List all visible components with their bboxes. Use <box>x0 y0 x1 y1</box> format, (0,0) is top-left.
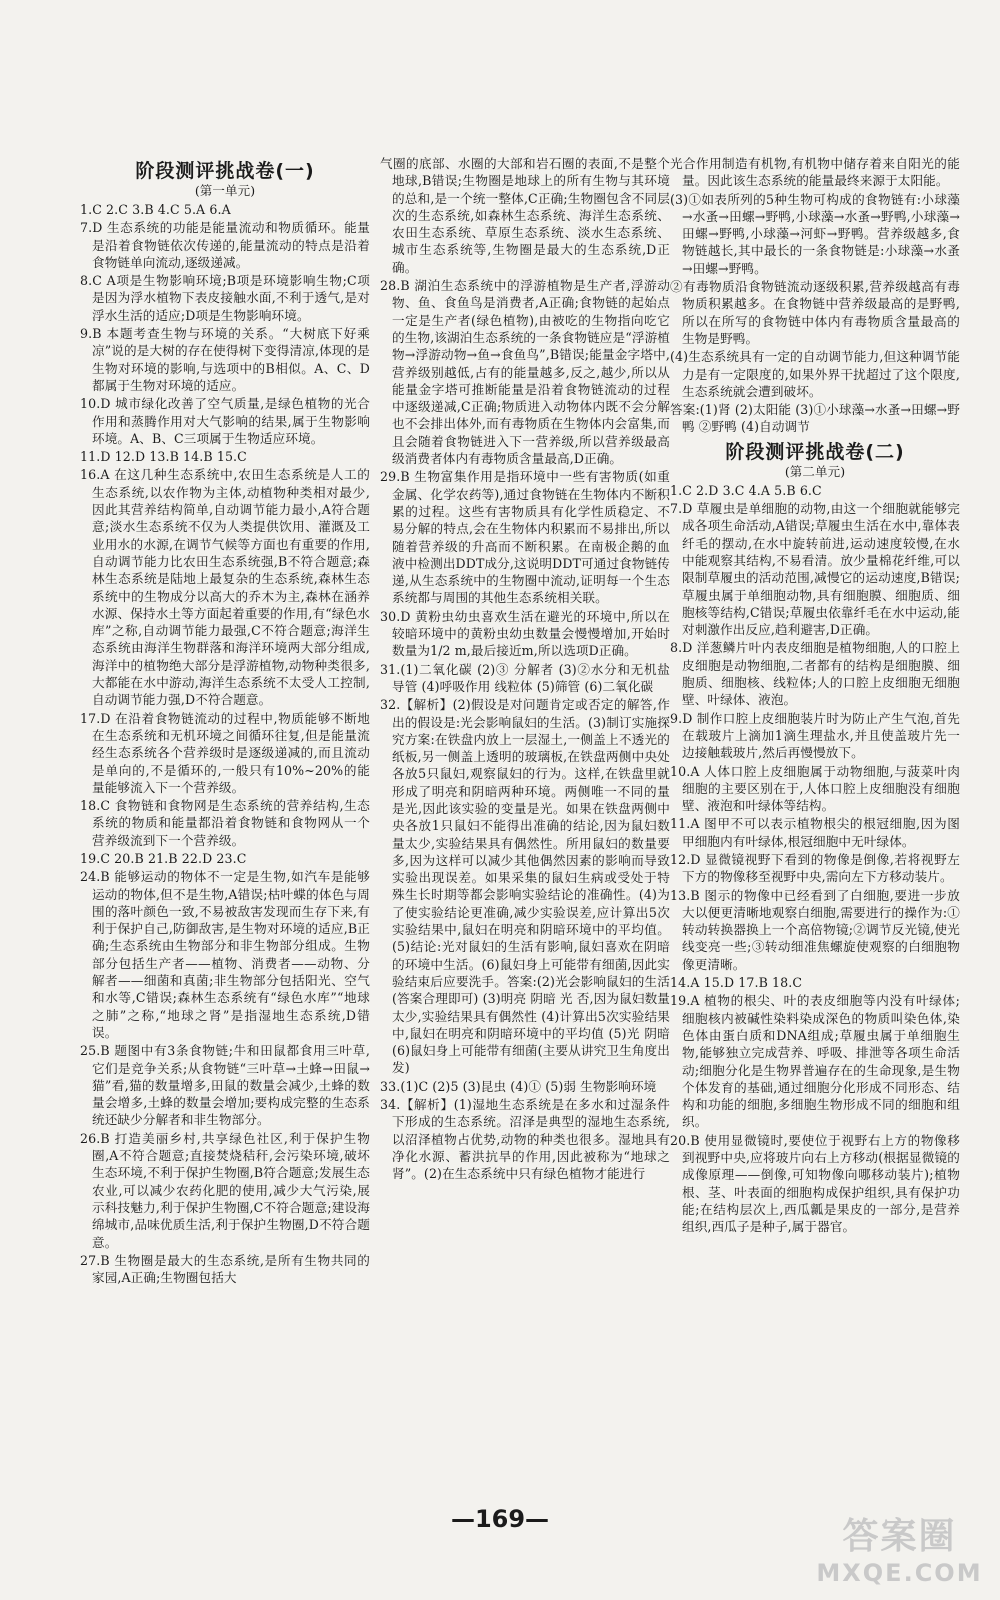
column-left <box>80 155 370 1287</box>
answer-item: 11.D 12.D 13.B 14.B 15.C <box>80 449 247 465</box>
answer-item: 8.D 洋葱鳞片叶内表皮细胞是植物细胞,人的口腔上皮细胞是动物细胞,二者都有的结构是细胞膜、细胞质、细胞核、线粒体;人的口腔上皮细胞无细胞壁、叶绿体、液泡。 <box>670 640 960 708</box>
answer-item: 答案:(1)肾 (2)太阳能 (3)①小球藻→水蚤→田螺→野鸭 ②野鸭 (4)自动调节 <box>670 402 960 435</box>
answer-item: 34.【解析】(1)湿地生态系统是在多水和过湿条件下形成的生态系统。沼泽是典型的湿地生态系统,以沼泽植物占优势,动物的种类也很多。湿地具有净化水源、蓄洪抗旱的作用,因此被称为“地球之肾”。(2)在生态系统中只有绿色植物才能进行 <box>380 1097 670 1182</box>
answer-item: 7.D 草履虫是单细胞的动物,由这一个细胞就能够完成各项生命活动,A错误;草履虫生活在水中,靠体表纤毛的摆动,在水中旋转前进,运动速度较慢,在水中能观察其结构,不易看清。放少量棉花纤维,可以限制草履虫的活动范围,减慢它的运动速度,B错误;草履虫属于单细胞动物,具有细胞膜、细胞质、细胞核等结构,C错误;草履虫依靠纤毛在水中运动,能对刺激作出反应,趋利避害,D正确。 <box>670 501 960 638</box>
section-title: 阶段测评挑战卷(二) <box>725 440 905 463</box>
answer-item: 1.C 2.D 3.C 4.A 5.B 6.C <box>670 482 822 498</box>
answer-item: 9.D 制作口腔上皮细胞装片时为防止产生气泡,首先在载玻片上滴加1滴生理盐水,并且使盖玻片先一边接触载玻片,然后再慢慢放下。 <box>670 710 960 761</box>
answer-item: 26.B 打造美丽乡村,共享绿色社区,利于保护生物圈,A不符合题意;直接焚烧秸秆,会污染环境,破坏生态环境,不利于保护生物圈,B符合题意;发展生态农业,可以减少农药化肥的使用,减少大气污染,展示科技魅力,利于保护生物圈,C不符合题意;建设海绵城市,品味优质生活,利于保护生物圈,D不符合题意。 <box>80 1130 370 1250</box>
answer-item: 28.B 湖泊生态系统中的浮游植物是生产者,浮游动物、鱼、食鱼鸟是消费者,A正确;食物链的起始点一定是生产者(绿色植物),由被吃的生物指向吃它的生物,该湖泊生态系统的一条食物链应是“浮游植物→浮游动物→鱼→食鱼鸟”,B错误;能量金字塔中,营养级别越低,占有的能量越多,反之,越少,所以从能量金字塔可推断能量是沿着食物链流动的过程中逐级递减,C正确;物质进入动物体内既不会分解也不会排出体外,而有毒物质在生物体内会富集,而且会随着食物链进入下一营养级,所以营养级最高级消费者体内有毒物质含量最高,D正确。 <box>380 278 670 467</box>
answer-item: 19.A 植物的根尖、叶的表皮细胞等内没有叶绿体;细胞核内被碱性染料染成深色的物质叫染色体,染色体由蛋白质和DNA组成;草履虫属于单细胞生物,能够独立完成营养、呼吸、排泄等各项生命活动;细胞分化是生物界普遍存在的生命现象,是生物个体发育的基础,通过细胞分化形成不同形态、结构和功能的细胞,多细胞生物形成不同的细胞和组织。 <box>670 993 960 1130</box>
answer-item: 7.D 生态系统的功能是能量流动和物质循环。能量是沿着食物链依次传递的,能量流动的特点是沿着食物链单向流动,逐级递减。 <box>80 220 370 270</box>
column-middle <box>380 155 670 1184</box>
watermark-text: 答案圈 <box>842 1516 957 1557</box>
answer-item: 1.C 2.C 3.B 4.C 5.A 6.A <box>80 202 231 217</box>
answer-list <box>80 201 370 1286</box>
answer-item: 8.C A项是生物影响环境;B项是环境影响生物;C项是因为浮水植物下表皮接触水面,不利于透气,是对浮水生活的适应;D项是生物影响环境。 <box>80 273 370 323</box>
section-title: 阶段测评挑战卷(一) <box>135 160 315 182</box>
section-subtitle: (第一单元) <box>194 183 256 198</box>
answer-item: 10.A 人体口腔上皮细胞属于动物细胞,与菠菜叶肉细胞的主要区别在于,人体口腔上皮细胞没有细胞壁、液泡和叶绿体等结构。 <box>670 763 960 814</box>
answer-item: 29.B 生物富集作用是指环境中一些有害物质(如重金属、化学农药等),通过食物链在生物体内不断积累的过程。这些有害物质具有化学性质稳定、不易分解的特点,会在生物体内积累而不易排出,所以随着营养级的升高而不断积累。在南极企鹅的血液中检测出DDT成分,这说明DDT可通过食物链传递,从生态系统中的生物圈中流动,证明每一个生态系统都与周围的其他生态系统相关联。 <box>380 469 670 606</box>
answer-item: 31.(1)二氧化碳 (2)③ 分解者 (3)②水分和无机盐 导管 (4)呼吸作用 线粒体 (5)筛管 (6)二氧化碳 <box>380 661 670 694</box>
answer-item: (4)生态系统具有一定的自动调节能力,但这种调节能力是有一定限度的,如果外界干扰超过了这个限度,生态系统就会遭到破坏。 <box>670 349 960 399</box>
answer-item: 18.C 食物链和食物网是生态系统的营养结构,生态系统的物质和能量都沿着食物链和食物网从一个营养级流到下一个营养级。 <box>80 798 370 848</box>
page-number: —169— <box>450 1505 550 1533</box>
answer-item: 10.D 城市绿化改善了空气质量,是绿色植物的光合作用和蒸腾作用对大气影响的结果,属于生物影响环境。A、B、C三项属于生物适应环境。 <box>80 396 370 446</box>
answer-item: ②有毒物质沿食物链流动逐级积累,营养级越高有毒物质积累越多。在食物链中营养级最高的是野鸭,所以在所写的食物链中体内有毒物质含量最高的生物是野鸭。 <box>670 279 960 346</box>
answer-list <box>380 155 670 1183</box>
answer-item: 11.A 图甲不可以表示植物根尖的根冠细胞,因为图甲细胞内有叶绿体,根冠细胞中无叶绿体。 <box>670 816 960 849</box>
watermark-logo <box>812 1515 987 1595</box>
answer-item: 24.B 能够运动的物体不一定是生物,如汽车是能够运动的物体,但不是生物,A错误;枯叶蝶的体色与周围的落叶颜色一致,不易被敌害发现而生存下来,有利于保护自己,防御敌害,是生物对环境的适应,B正确;生态系统由生物部分和非生物部分组成。生物部分包括生产者——植物、消费者——动物、分解者——细菌和真菌;非生物部分包括阳光、空气和水等,C错误;森林生态系统有“绿色水库”“地球之肺”之称,“地球之肾”是指湿地生态系统,D错误。 <box>80 869 370 1040</box>
answer-list <box>670 482 960 1236</box>
answer-item: 25.B 题图中有3条食物链;牛和田鼠都食用三叶草,它们是竞争关系;从食物链“三叶草→土蜂→田鼠→猫”看,猫的数量增多,田鼠的数量会减少,土蜂的数量会增多,土蜂的数量会增加;要构成完整的生态系统还缺少分解者和非生物部分。 <box>80 1043 370 1128</box>
answer-item: 9.B 本题考查生物与环境的关系。“大树底下好乘凉”说的是大树的存在使得树下变得清凉,体现的是生物对环境的影响,与选项中的B相似。A、C、D都属于生物对环境的适应。 <box>80 326 370 393</box>
answer-item: 16.A 在这几种生态系统中,农田生态系统是人工的生态系统,以农作物为主体,动植物种类相对最少,因此其营养结构简单,自动调节能力最小,A符合题意;淡水生态系统不仅为人类提供饮用、灌溉及工业用水的水源,在调节气候等方面也有重要的作用,自动调节能力比农田生态系统强,B不符合题意;森林生态系统是陆地上最复杂的生态系统,森林生态系统中的生物成分以高大的乔木为主,森林在涵养水源、保持水土等方面起着重要的作用,有“绿色水库”之称,自动调节能力最强,C不符合题意;海洋生态系统由海洋生物群落和海洋环境两大部分组成,海洋中的植物绝大部分是浮游植物,动物种类很多,大都能在水中游动,海洋生态系统不太受人工控制,自动调节能力强,D不符合题意。 <box>80 467 370 708</box>
answer-item: 19.C 20.B 21.B 22.D 23.C <box>80 850 247 866</box>
answer-item: (3)①如表所列的5种生物可构成的食物链有:小球藻→水蚤→田螺→野鸭,小球藻→水蚤→野鸭,小球藻→田螺→野鸭,小球藻→河虾→野鸭。营养级越多,食物链越长,其中最长的一条食物链是:小球藻→水蚤→田螺→野鸭。 <box>670 191 960 276</box>
answer-item: 30.D 黄粉虫幼虫喜欢生活在避光的环境中,所以在较暗环境中的黄粉虫幼虫数量会慢慢增加,开始时数量为1/2 m,最后接近m,所以选项D正确。 <box>380 608 670 659</box>
column-right <box>670 155 960 1237</box>
answer-item: 33.(1)C (2)5 (3)昆虫 (4)① (5)弱 生物影响环境 <box>380 1078 657 1094</box>
watermark-url: MXQE.COM <box>816 1559 983 1587</box>
answer-item: 17.D 在沿着食物链流动的过程中,物质能够不断地在生态系统和无机环境之间循环往复,但是能量流经生态系统各个营养级时是逐级递减的,而且流动是单向的,不是循环的,一般只有10%~20%的能量能够流入下一个营养级。 <box>80 710 370 795</box>
answer-item: 32.【解析】(2)假设是对问题肯定或否定的解答,作出的假设是:光会影响鼠妇的生活。(3)制订实施探究方案:在铁盘内放上一层湿土,一侧盖上不透光的纸板,另一侧盖上透明的玻璃板,在铁盘两侧中央处各放5只鼠妇,观察鼠妇的行为。这样,在铁盘里就形成了明亮和阴暗两种环境。两侧唯一不同的量是光,因此该实验的变量是光。如果在铁盘两侧中央各放1只鼠妇不能得出准确的结论,因为鼠妇数量太少,实验结果具有偶然性。所用鼠妇的数量要多,因为这样可以减少其他偶然因素的影响而导致实验出现误差。如果采集的鼠妇生病或受处于特殊生长时期等都会影响实验结论的准确性。(4)为了使实验结论更准确,减少实验误差,应计算出5次实验结果中,鼠妇在明亮和阴暗环境中的平均值。(5)结论:光对鼠妇的生活有影响,鼠妇喜欢在阴暗的环境中生活。(6)鼠妇身上可能带有细菌,因此实验结束后应要洗手。答案:(2)光会影响鼠妇的生活(答案合理即可) (3)明亮 阴暗 光 否,因为鼠妇数量太少,实验结果具有偶然性 (4)计算出5次实验结果中,鼠妇在明亮和阴暗环境中的平均值 (5)光 阴暗 (6)鼠妇身上可能带有细菌(主要从讲究卫生角度出发) <box>380 697 670 1076</box>
answer-item: 光合作用制造有机物,有机物中储存着来自阳光的能量。因此该生态系统的能量最终来源于太阳能。 <box>670 156 960 189</box>
answer-item: 20.B 使用显微镜时,要使位于视野右上方的物像移到视野中央,应将玻片向右上方移动(根据显微镜的成像原理——倒像,可知物像向哪移动装片);植物根、茎、叶表面的细胞构成保护组织,具有保护功能;在结构层次上,西瓜瓤是果皮的一部分,是营养组织,西瓜子是种子,属于器官。 <box>670 1132 960 1235</box>
answer-item: 27.B 生物圈是最大的生态系统,是所有生物共同的家园,A正确;生物圈包括大 <box>80 1252 370 1286</box>
answer-list <box>670 155 960 436</box>
answer-item: 气圈的底部、水圈的大部和岩石圈的表面,不是整个地球,B错误;生物圈是地球上的所有生物与其环境的总和,是一个统一整体,C正确;生物圈包含不同层次的生态系统,如森林生态系统、海洋生态系统、农田生态系统、草原生态系统、淡水生态系统、城市生态系统等,生物圈是最大的生态系统,D正确。 <box>380 156 670 275</box>
answer-item: 13.B 图示的物像中已经看到了白细胞,要进一步放大以便更清晰地观察白细胞,需要进行的操作为:①转动转换器换上一个高倍物镜;②调节反光镜,使光线变亮一些;③转动细准焦螺旋使观察的白细胞物像更清晰。 <box>670 887 960 972</box>
answer-item: 14.A 15.D 17.B 18.C <box>670 975 803 991</box>
section-subtitle: (第二单元) <box>784 463 846 479</box>
answer-item: 12.D 显微镜视野下看到的物像是倒像,若将视野左下方的物像移至视野中央,需向左下方移动装片。 <box>670 851 960 885</box>
